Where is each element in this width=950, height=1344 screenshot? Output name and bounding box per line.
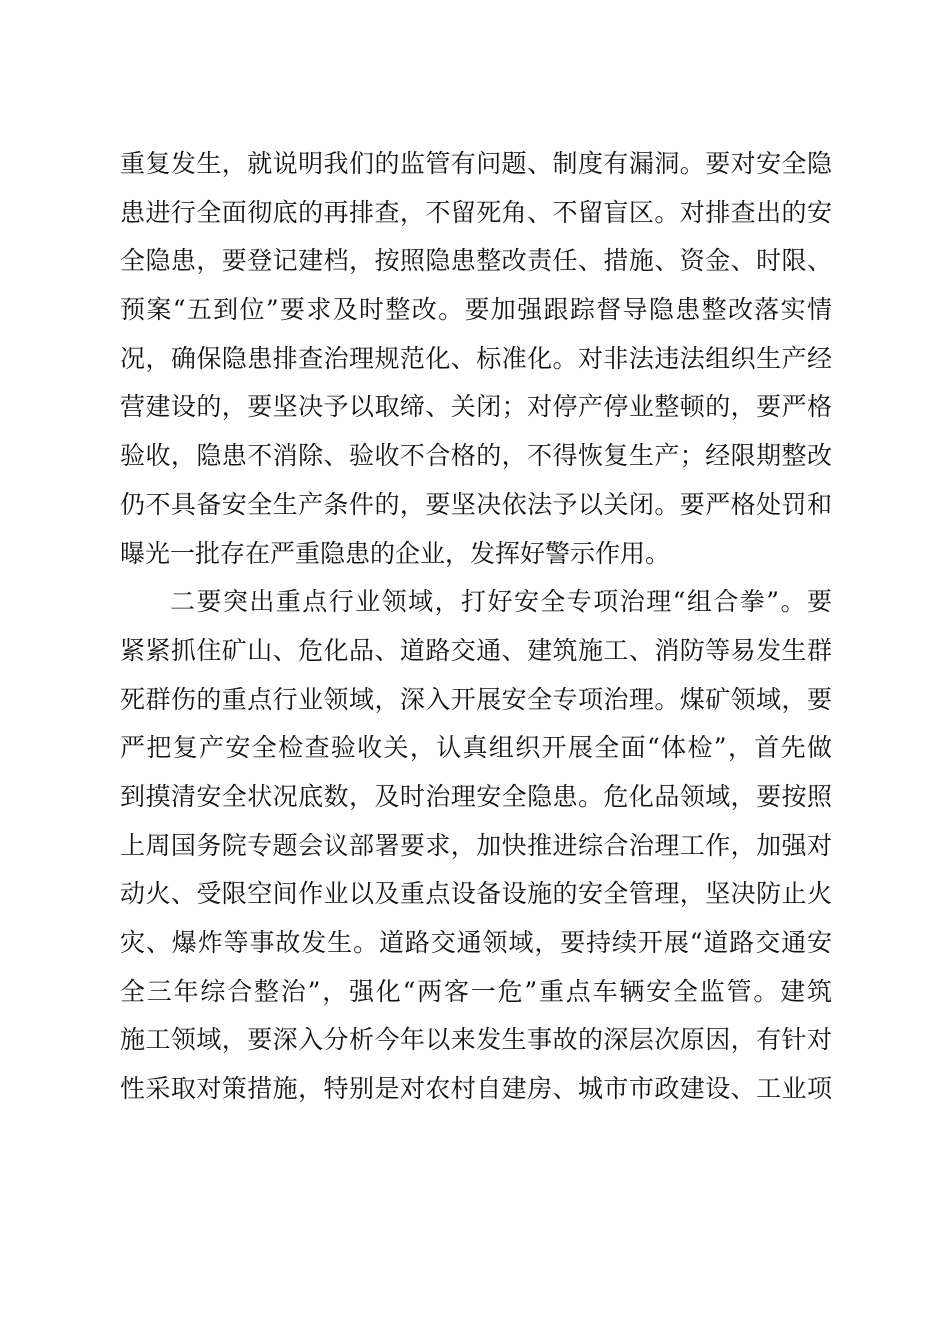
text-line: 全三年综合整治”，强化“两客一危”重点车辆安全监管。建筑	[120, 976, 832, 1006]
text-line: 况，确保隐患排查治理规范化、标准化。对非法违法组织生产经	[120, 343, 832, 373]
text-line: 死群伤的重点行业领域，深入开展安全专项治理。煤矿领域，要	[120, 684, 832, 714]
text-line: 全隐患，要登记建档，按照隐患整改责任、措施、资金、时限、	[120, 246, 832, 276]
text-line: 施工领域，要深入分析今年以来发生事故的深层次原因，有针对	[120, 1025, 832, 1055]
paragraph-start-line: 二要突出重点行业领域，打好安全专项治理“组合拳”。要	[170, 587, 832, 617]
text-line: 到摸清安全状况底数，及时治理安全隐患。危化品领域，要按照	[120, 781, 832, 811]
text-line: 性采取对策措施，特别是对农村自建房、城市市政建设、工业项	[120, 1074, 832, 1104]
text-line: 验收，隐患不消除、验收不合格的，不得恢复生产；经限期整改	[120, 441, 832, 471]
text-line: 上周国务院专题会议部署要求，加快推进综合治理工作，加强对	[120, 830, 832, 860]
text-line: 严把复产安全检查验收关，认真组织开展全面“体检”，首先做	[120, 733, 832, 763]
text-line: 动火、受限空间作业以及重点设备设施的安全管理，坚决防止火	[120, 879, 832, 909]
body-text	[120, 140, 832, 1114]
text-line: 重复发生，就说明我们的监管有问题、制度有漏洞。要对安全隐	[120, 149, 832, 178]
text-line: 紧紧抓住矿山、危化品、道路交通、建筑施工、消防等易发生群	[120, 635, 832, 665]
text-line: 患进行全面彻底的再排查，不留死角、不留盲区。对排查出的安	[120, 197, 832, 227]
paragraph-end-line: 曝光一批存在严重隐患的企业，发挥好警示作用。	[120, 538, 671, 568]
text-line: 仍不具备安全生产条件的，要坚决依法予以关闭。要严格处罚和	[120, 489, 832, 519]
text-line: 预案“五到位”要求及时整改。要加强跟踪督导隐患整改落实情	[120, 295, 832, 325]
text-line: 营建设的，要坚决予以取缔、关闭；对停产停业整顿的，要严格	[120, 392, 832, 422]
text-line: 灾、爆炸等事故发生。道路交通领域，要持续开展“道路交通安	[120, 928, 832, 957]
